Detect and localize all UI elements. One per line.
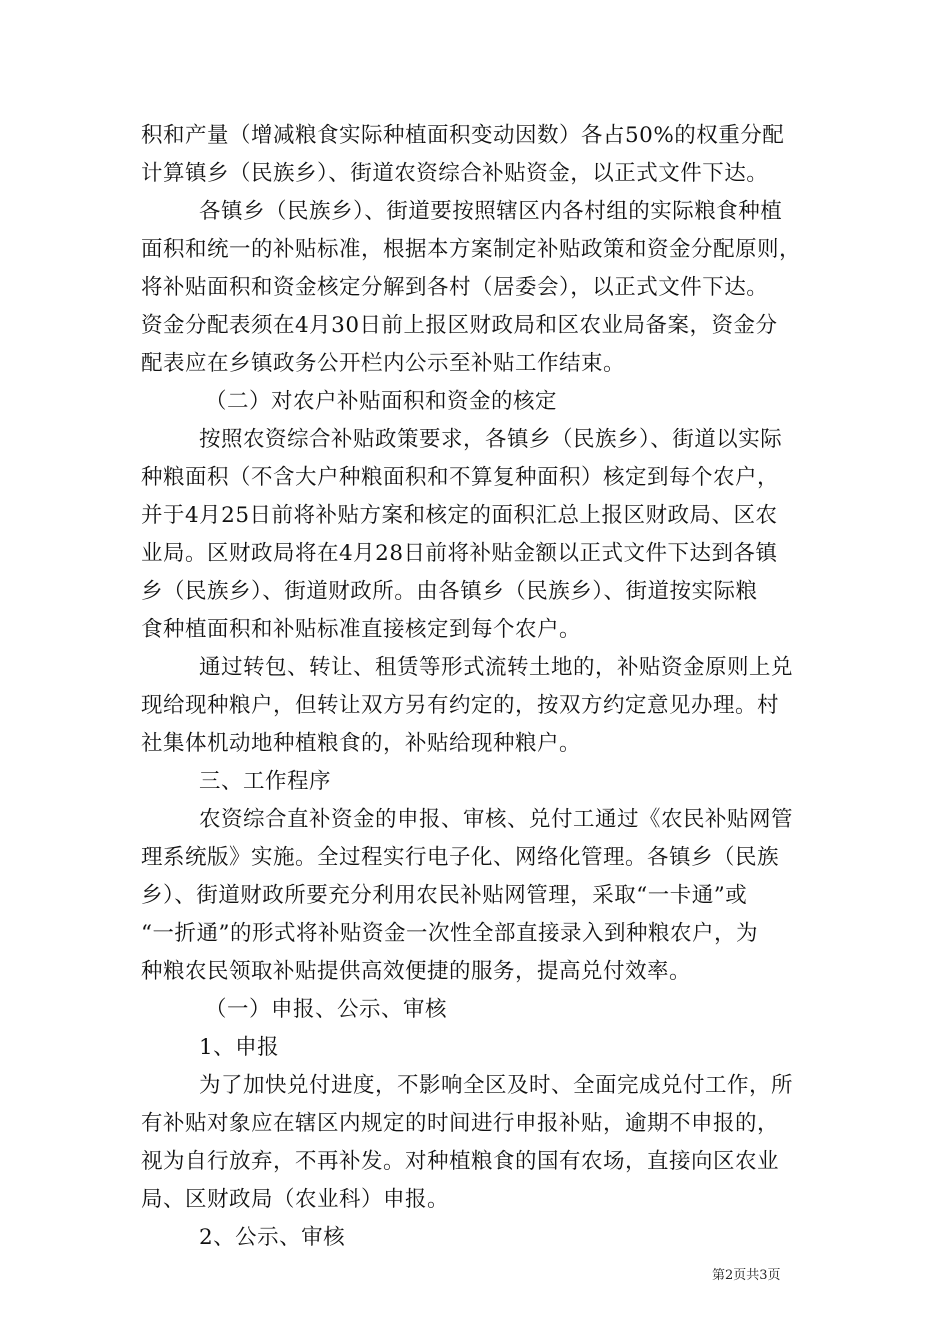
text-line: 有补贴对象应在辖区内规定的时间进行申报补贴，逾期不申报的， bbox=[141, 1111, 780, 1136]
page-number: 第2页共3页 bbox=[712, 1268, 781, 1283]
text-line: 食种植面积和补贴标准直接核定到每个农户。 bbox=[141, 617, 582, 642]
text-line: 将补贴面积和资金核定分解到各村（居委会），以正式文件下达。 bbox=[141, 275, 769, 300]
text-line: 视为自行放弃，不再补发。对种植粮食的国有农场，直接向区农业 bbox=[141, 1149, 780, 1174]
section-heading: 三、工作程序 bbox=[199, 769, 332, 794]
section-heading: （二）对农户补贴面积和资金的核定 bbox=[205, 389, 558, 414]
text-line: “一折通”的形式将补贴资金一次性全部直接录入到种粮农户，为 bbox=[141, 921, 758, 946]
paragraph-start-line: 各镇乡（民族乡）、街道要按照辖区内各村组的实际粮食种植 bbox=[199, 199, 783, 224]
text-line: 局、区财政局（农业科）申报。 bbox=[141, 1187, 450, 1212]
section-heading: （一）申报、公示、审核 bbox=[205, 997, 448, 1022]
text-line: 面积和统一的补贴标准，根据本方案制定补贴政策和资金分配原则， bbox=[141, 237, 802, 262]
text-line: 计算镇乡（民族乡）、街道农资综合补贴资金，以正式文件下达。 bbox=[141, 161, 769, 186]
text-line: 社集体机动地种植粮食的，补贴给现种粮户。 bbox=[141, 731, 582, 756]
text-line: 种粮农民领取补贴提供高效便捷的服务，提高兑付效率。 bbox=[141, 959, 692, 984]
paragraph-start-line: 按照农资综合补贴政策要求，各镇乡（民族乡）、街道以实际 bbox=[199, 427, 783, 452]
paragraph-start-line: 通过转包、转让、租赁等形式流转土地的，补贴资金原则上兑 bbox=[199, 655, 794, 680]
text-line: 配表应在乡镇政务公开栏内公示至补贴工作结束。 bbox=[141, 351, 626, 376]
text-line: 理系统版》实施。全过程实行电子化、网络化管理。各镇乡（民族 bbox=[141, 845, 780, 870]
text-line: 乡（民族乡）、街道财政所。由各镇乡（民族乡）、街道按实际粮 bbox=[141, 579, 758, 604]
subsection-heading: 2、公示、审核 bbox=[199, 1225, 346, 1250]
paragraph-start-line: 农资综合直补资金的申报、审核、兑付工通过《农民补贴网管 bbox=[199, 807, 794, 832]
text-line: 资金分配表须在4月30日前上报区财政局和区农业局备案，资金分 bbox=[141, 313, 778, 338]
text-line: 积和产量（增减粮食实际种植面积变动因数）各占50%的权重分配 bbox=[141, 123, 785, 148]
subsection-heading: 1、申报 bbox=[199, 1035, 280, 1060]
paragraph-start-line: 为了加快兑付进度，不影响全区及时、全面完成兑付工作，所 bbox=[199, 1073, 794, 1098]
text-line: 现给现种粮户，但转让双方另有约定的，按双方约定意见办理。村 bbox=[141, 693, 780, 718]
text-line: 乡）、街道财政所要充分利用农民补贴网管理，采取“一卡通”或 bbox=[141, 883, 748, 908]
text-line: 业局。区财政局将在4月28日前将补贴金额以正式文件下达到各镇 bbox=[141, 541, 778, 566]
text-line: 并于4月25日前将补贴方案和核定的面积汇总上报区财政局、区农 bbox=[141, 503, 778, 528]
text-line: 种粮面积（不含大户种粮面积和不算复种面积）核定到每个农户， bbox=[141, 465, 780, 490]
